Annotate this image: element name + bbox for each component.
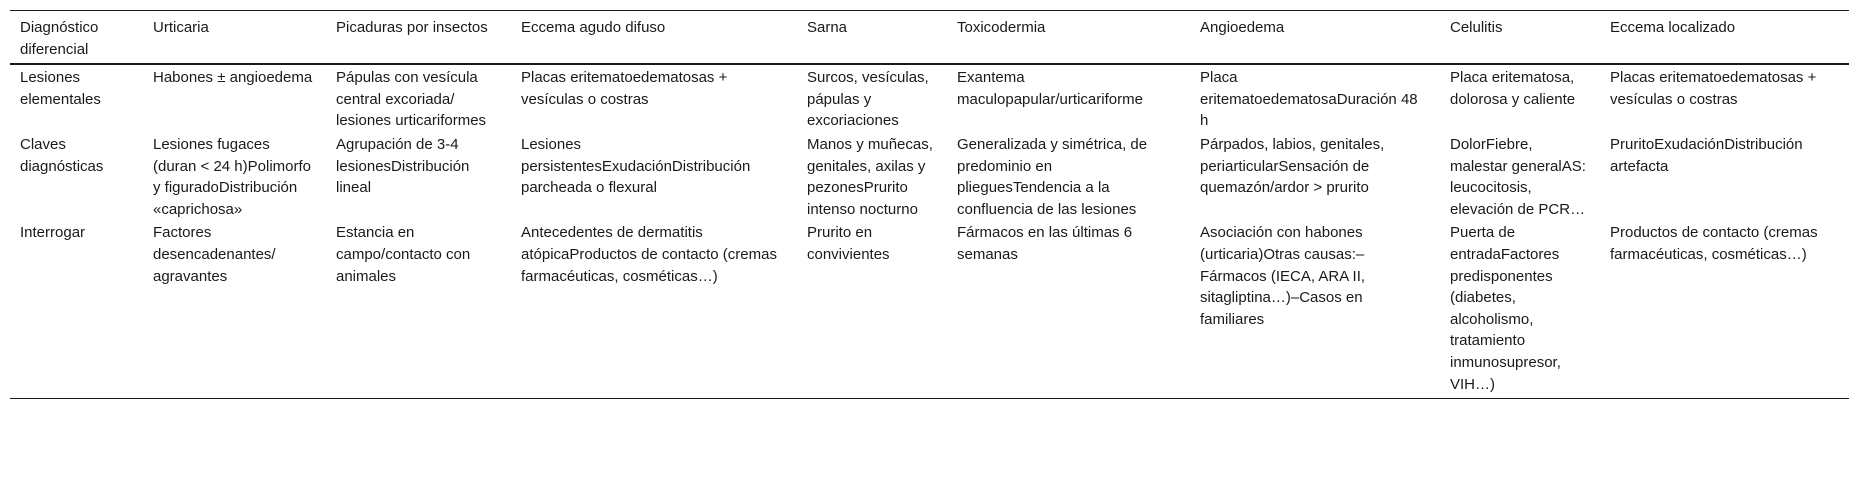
table-cell: Párpados, labios, genitales, periarticularSensación de quemazón/ardor > prurito bbox=[1200, 135, 1385, 197]
table-cell: Placas eritematoedematosas + vesículas o costras bbox=[1610, 69, 1817, 108]
differential-diagnosis-table bbox=[10, 10, 1849, 399]
header-cell: Angioedema bbox=[1200, 19, 1285, 36]
row-label-cell: Interrogar bbox=[20, 224, 86, 242]
table-cell: Pápulas con vesícula central excoriada/ lesiones urticariformes bbox=[336, 69, 487, 130]
table-cell: DolorFiebre, malestar generalAS: leucocitosis, elevación de PCR… bbox=[1450, 135, 1586, 218]
header-cell: Sarna bbox=[807, 19, 848, 36]
header-cell: Toxicodermia bbox=[957, 19, 1046, 36]
row-label-cell: Lesiones elementales bbox=[20, 69, 101, 108]
header-cell: Urticaria bbox=[153, 19, 209, 36]
header-cell: Diagnóstico diferencial bbox=[20, 19, 99, 58]
table-cell: Puerta de entradaFactores predisponentes (diabetes, alcoholismo, tratamiento inmunosupresor, VIH…) bbox=[1450, 224, 1561, 393]
table-row bbox=[10, 64, 1849, 132]
table-cell: Surcos, vesículas, pápulas y excoriaciones bbox=[807, 69, 929, 130]
table-cell: Lesiones fugaces (duran < 24 h)Polimorfo y figuradoDistribución «caprichosa» bbox=[153, 135, 311, 218]
header-cell: Eccema agudo difuso bbox=[521, 19, 666, 36]
table-cell: Factores desencadenantes/ agravantes bbox=[153, 224, 276, 285]
table-cell: Manos y muñecas, genitales, axilas y pezonesPrurito intenso nocturno bbox=[807, 135, 933, 218]
table-cell: Generalizada y simétrica, de predominio en plieguesTendencia a la confluencia de las lesiones bbox=[957, 135, 1148, 218]
table-cell: Habones ± angioedema bbox=[153, 69, 313, 87]
table-cell: Antecedentes de dermatitis atópicaProductos de contacto (cremas farmacéuticas, cosméticas…) bbox=[521, 224, 777, 285]
table-cell: Placa eritematosa, dolorosa y caliente bbox=[1450, 69, 1576, 108]
header-cell: Celulitis bbox=[1450, 19, 1503, 36]
table-cell: Lesiones persistentesExudaciónDistribución parcheada o flexural bbox=[521, 135, 751, 197]
header-cell: Eccema localizado bbox=[1610, 19, 1736, 36]
table-row bbox=[10, 220, 1849, 398]
table-cell: Estancia en campo/contacto con animales bbox=[336, 224, 471, 285]
table-cell: Fármacos en las últimas 6 semanas bbox=[957, 224, 1133, 263]
row-label-cell: Claves diagnósticas bbox=[20, 135, 104, 175]
table-cell: Placa eritematoedematosaDuración 48 h bbox=[1200, 69, 1418, 130]
header-cell: Picaduras por insectos bbox=[336, 19, 488, 36]
table-cell: Productos de contacto (cremas farmacéuticas, cosméticas…) bbox=[1610, 224, 1818, 263]
table-cell: Agrupación de 3-4 lesionesDistribución lineal bbox=[336, 135, 470, 197]
table-cell: Exantema maculopapular/urticariforme bbox=[957, 69, 1143, 108]
header-row bbox=[10, 11, 1849, 65]
table-cell: PruritoExudaciónDistribución artefacta bbox=[1610, 135, 1803, 175]
table-cell: Placas eritematoedematosas + vesículas o costras bbox=[521, 69, 728, 108]
table-container bbox=[10, 10, 1849, 399]
table-row bbox=[10, 132, 1849, 220]
table-cell: Asociación con habones (urticaria)Otras causas:– Fármacos (IECA, ARA II, sitagliptina…)–Casos en familiares bbox=[1200, 224, 1366, 328]
table-cell: Prurito en convivientes bbox=[807, 224, 890, 263]
